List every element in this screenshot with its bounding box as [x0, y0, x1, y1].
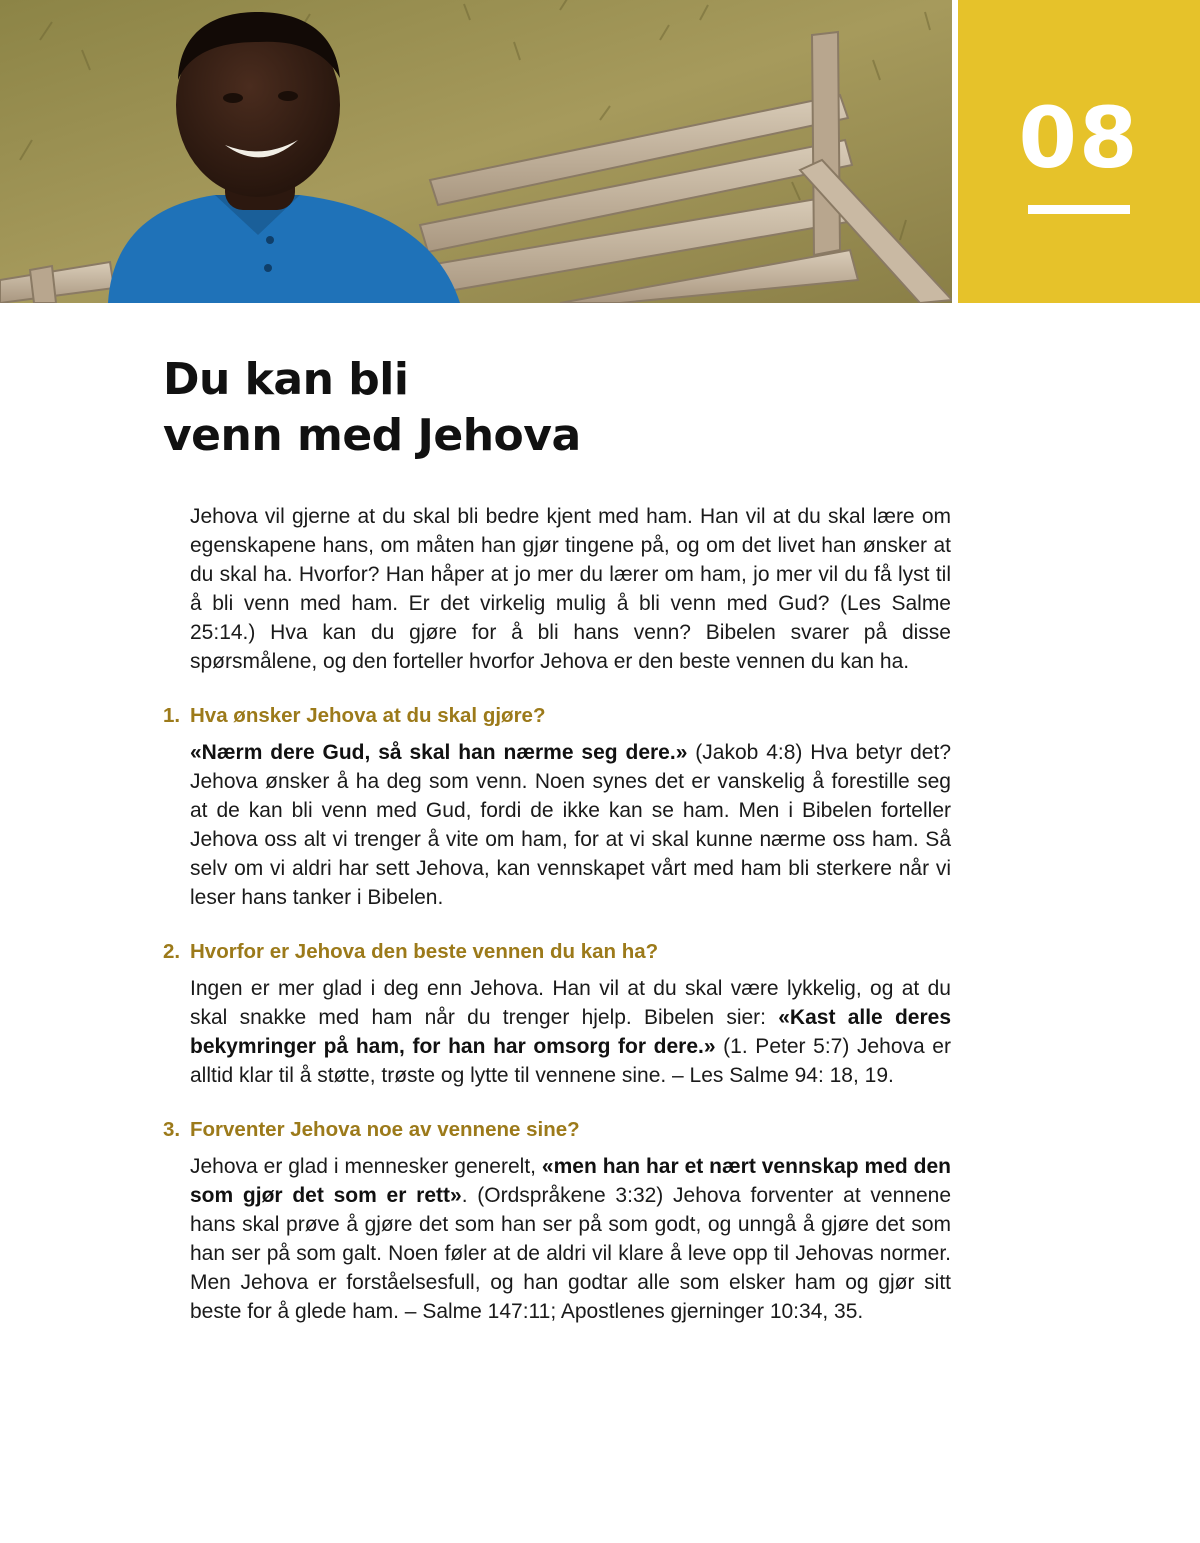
answer-text-before: Ingen er mer glad i deg enn Jehova. Han vil at du skal være lykkelig, og at du skal snakke med ham når du trenger hjelp. Bibelen sier: — [190, 977, 951, 1029]
section-2 — [163, 938, 951, 1090]
answer-text: (Jakob 4:8) Hva betyr det? Jehova ønsker å ha deg som venn. Noen synes det er vanskelig å forestille seg at de kan bli venn med Gud, fordi de ikke kan se ham. Men i Bibelen forteller Jehova oss alt vi trenger å vite om ham, for at vi skal kunne nærme oss ham. Så selv om vi aldri har sett Jehova, kan vennskapet vårt med ham bli sterkere når vi leser hans tanker i Bibelen. — [190, 741, 952, 909]
question-number: 1. — [163, 704, 181, 727]
chapter-number-tab — [958, 0, 1200, 303]
answer-paragraph — [190, 974, 951, 1090]
question-heading — [163, 1116, 951, 1144]
answer-text-after: . (Ordspråkene 3:32) Jehova forventer at vennene hans skal prøve å gjøre det som han ser på som godt, og unngå å gjøre det som han ser på som galt. Noen føler at de aldri vil klare å leve opp til Jehovas normer. Men Jehova er forståelsesfull, og han godtar alle som elsker ham og gjør sitt beste for å glede ham. – Salme 147:11; Apostlenes gjerninger 10:34, 35. — [190, 1184, 952, 1323]
answer-paragraph — [190, 1152, 951, 1326]
section-1 — [163, 702, 951, 912]
chapter-number: 08 — [1018, 89, 1140, 187]
page-title — [163, 352, 581, 464]
main-content — [163, 502, 951, 1326]
answer-text-before: Jehova er glad i mennesker generelt, — [190, 1155, 542, 1178]
question-text: Hvorfor er Jehova den beste vennen du kan ha? — [190, 940, 659, 963]
question-heading — [163, 702, 951, 730]
hero-photo — [0, 0, 952, 303]
answer-text-after: (1. Peter 5:7) Jehova er alltid klar til å støtte, trøste og lytte til vennene sine. – Les Salme 94: 18, 19. — [190, 1035, 951, 1087]
question-text: Hva ønsker Jehova at du skal gjøre? — [190, 704, 546, 727]
answer-paragraph — [190, 738, 951, 912]
question-heading — [163, 938, 951, 966]
section-3 — [163, 1116, 951, 1326]
question-number: 2. — [163, 940, 181, 963]
chapter-underline — [1028, 205, 1130, 214]
question-number: 3. — [163, 1118, 181, 1141]
title-line-1: Du kan bli — [163, 354, 409, 405]
intro-paragraph: Jehova vil gjerne at du skal bli bedre kjent med ham. Han vil at du skal lære om egenskapene hans, om måten han gjør tingene på, og om det livet han ønsker at du skal ha. Hvorfor? Han håper at jo mer du lærer om ham, jo mer vil du få lyst til å bli venn med ham. Er det virkelig mulig å bli venn med Gud? (Les Salme 25:14.) Hva kan du gjøre for å bli hans venn? Bibelen svarer på disse spørsmålene, og den forteller hvorfor Jehova er den beste vennen du kan ha. — [190, 505, 951, 673]
question-text: Forventer Jehova noe av vennene sine? — [190, 1118, 580, 1141]
bible-quote: «Nærm dere Gud, så skal han nærme seg dere.» — [190, 741, 688, 764]
bible-quote: «men han har et nært vennskap med den som gjør det som er rett» — [190, 1155, 951, 1207]
bible-quote: «Kast alle deres bekymringer på ham, for han har omsorg for dere.» — [190, 1006, 952, 1058]
title-line-2: venn med Jehova — [163, 410, 581, 461]
